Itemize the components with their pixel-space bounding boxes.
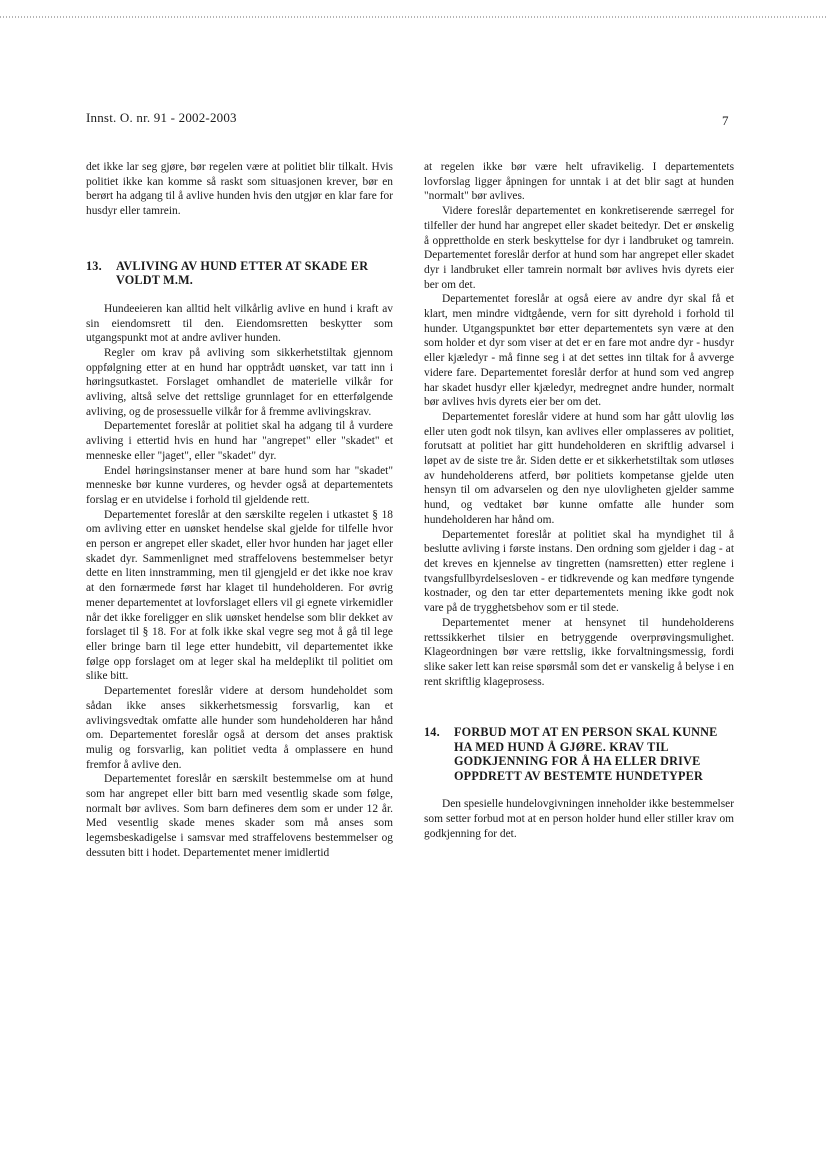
scan-edge: [0, 16, 826, 18]
paragraph-continued: at regelen ikke bør være helt ufravikelig. I departementets lovforslag ligger åpningen for unntak i at det blir sagt at hunden "normalt" bør avlives.: [424, 161, 734, 203]
section-heading-13: [86, 259, 393, 288]
section-number: 14.: [424, 725, 440, 740]
paragraph: Departementet foreslår at den særskilte regelen i utkastet § 18 om avliving etter en uønsket hendelse skal gjelde for tilfelle hvor en person er angrepet eller skadet, eller hvor hunden har jaget eller skadet dyr. Sammenlignet med straffelovens bestemmelser betyr dette en liten innstramming, men til gjengjeld er det ikke noe krav at den fornærmede først har klaget til hundeholderen. For øvrig mener departementet at lovforslaget ellers vil gi egnete virkemidler når det ikke foreligger en slik uønsket hendelse som blir dekket av forslaget til § 18. For at folk ikke skal vegre seg mot å gå til lege eller bringe barn til lege etter hundebitt, vil departementet ikke følge opp forslaget om at leger skal ha meldeplikt til politiet om slike bitt.: [86, 508, 393, 683]
paragraph: Departementet foreslår at politiet skal ha adgang til å vurdere avliving i ettertid hvis en hund har "angrepet" eller "skadet" et menneske eller "jaget", eller "skadet" dyr.: [86, 420, 393, 462]
paragraph: Regler om krav på avliving som sikkerhetstiltak gjennom oppfølgning etter at en hund har opptrådt uønsket, var tatt inn i høringsutkastet. Forslaget omhandlet de materielle vilkår for avliving, altså selve det rettslige grunnlaget for en etterfølgende avliving, og de prosessuelle vilkår for å fremme avlivingskrav.: [86, 346, 393, 418]
paragraph: Endel høringsinstanser mener at bare hund som har "skadet" menneske bør kunne vurderes, og hevder også at departementets forslag er en utvidelse i forhold til gjeldende rett.: [86, 464, 393, 506]
paragraph: Departementet foreslår videre at dersom hundeholdet som sådan ikke anses sikkerhetsmessig forsvarlig, kan et avlivingsvedtak omfatte alle hunder som hundeholderen har hånd om. Departementet foreslår også at dersom det anses praktisk mulig og forsvarlig, kan politiet vedta å omplassere en hund fremfor å avlive den.: [86, 685, 393, 771]
running-title: Innst. O. nr. 91 - 2002-2003: [86, 110, 237, 125]
paragraph: Hundeeieren kan alltid helt vilkårlig avlive en hund i kraft av sin eiendomsrett til den. Eiendomsretten beskytter som utgangspunkt mot at andre avliver hunden.: [86, 302, 393, 345]
paragraph: Departementet mener at hensynet til hundeholderens rettssikkerhet tilsier en betryggende overprøvingsmulighet. Klageordningen bør være rettslig, ikke forvaltningsmessig, fordi slike saker lett kan reise spørsmål som det er vanskelig å belyse i en rent skriftlig klageprosess.: [424, 616, 734, 688]
section-title: AVLIVING AV HUND ETTER AT SKADE ER VOLDT M.M.: [116, 258, 369, 288]
paragraph: Den spesielle hundelovgivningen inneholder ikke bestemmelser som setter forbud mot at en person holder hund eller stiller krav om godkjenning for det.: [424, 798, 734, 840]
paragraph: Departementet foreslår en særskilt bestemmelse om at hund som har angrepet eller bitt barn med vesentlig skade som følge, normalt bør avlives. Som barn defineres dem som er under 12 år. Med vesentlig skade menes skader som må anses som legemsbeskadigelse i samsvar med straffelovens bestemmelser og dessuten bitt i hodet. Departementet mener imidlertid: [86, 773, 393, 859]
section-title: FORBUD MOT AT EN PERSON SKAL KUNNE HA MED HUND Å GJØRE. KRAV TIL GODKJENNING FOR Å HA ELLER DRIVE OPPDRETT AV BESTEMTE HUNDETYPER: [454, 725, 718, 783]
page-number: 7: [722, 113, 729, 128]
section-number: 13.: [86, 258, 102, 273]
section-heading-14: [424, 725, 734, 783]
paragraph: Departementet foreslår at også eiere av andre dyr skal få et klart, men mindre vidtgående, vern for sitt dyrehold i forhold til hunder. Utgangspunktet bør etter departementets syn være at den som holder et dyr som viser at det er en fare mot andre dyr - husdyr eller kjæledyr - må finne seg i at det settes inn tiltak for å avverge videre fare. Departementet foreslår derfor at hund som ved angrep har skadet husdyr eller kjæledyr, medregnet andre hunder, normalt bør avlives hvis dyrets eier ber om det.: [424, 293, 734, 409]
right-column: [424, 160, 734, 841]
left-column: [86, 160, 393, 861]
paragraph: Videre foreslår departementet en konkretiserende særregel for tilfeller der hund har angrepet eller skadet beitedyr. Det er ønskelig å opprettholde en sterk beskyttelse for dyr i landbruket og tamrein. Departementet foreslår derfor at hund som har angrepet eller skadet dyr i landbruket eller tamrein normalt bør avlives hvis dyrets eier ber om det.: [424, 205, 734, 291]
paragraph: Departementet foreslår videre at hund som har gått ulovlig løs eller uten godt nok tilsyn, kan avlives eller omplasseres av politiet, forutsatt at politiet har gitt hundeholderen en skriftlig advarsel i løpet av de siste tre år. Siden dette er et sikkerhetstiltak som utløses av hundeholderens atferd, bør politiets kompetanse gjelde uten hensyn til om advarselen og den nye ulovligheten gjelder samme hund, og vedtaket bør kunne omfatte alle hunder som hundeholderen har hånd om.: [424, 410, 734, 526]
paragraph: Departementet foreslår at politiet skal ha myndighet til å beslutte avliving i første instans. Den ordning som gjelder i dag - at det kreves en kjennelse av tingretten (namsretten) etter reglene i tvangsfullbyrdelsesloven - er tidkrevende og kan medføre tyngende kostnader, og den tar etter departementets mening ikke godt nok vare på de trygghetsbehov som er til stede.: [424, 528, 734, 615]
paragraph-continued: det ikke lar seg gjøre, bør regelen være at politiet blir tilkalt. Hvis politiet ikke kan komme så raskt som situasjonen krever, bør en berørt ha adgang til å avlive hunden hvis den utgjør en klar fare for husdyr eller tamrein.: [86, 161, 393, 218]
